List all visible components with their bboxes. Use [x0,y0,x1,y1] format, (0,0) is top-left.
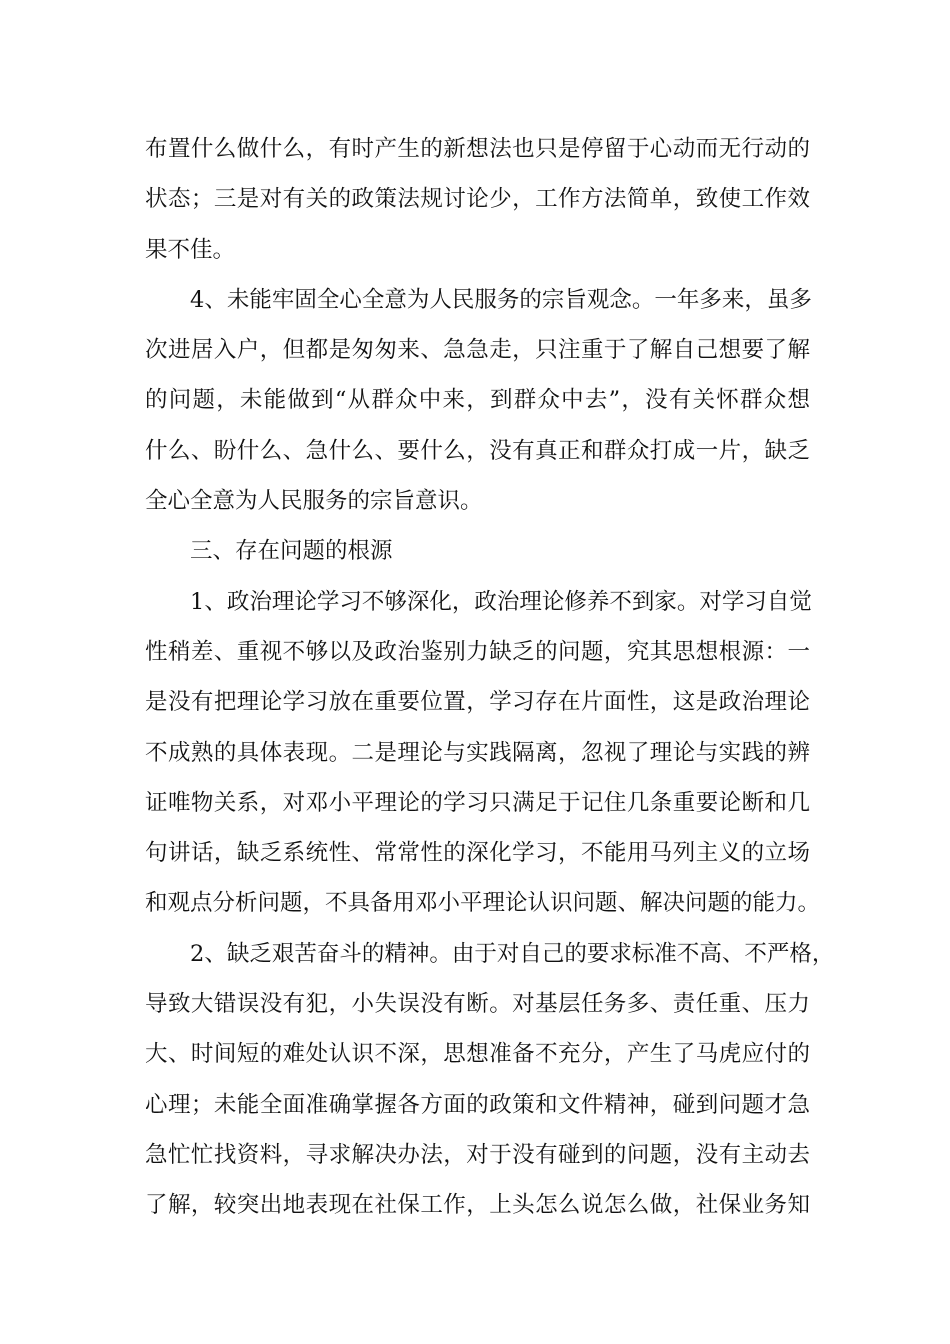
text-line: 急忙忙找资料，寻求解决办法，对于没有碰到的问题，没有主动去 [145,1141,810,1168]
text-line: 证唯物关系，对邓小平理论的学习只满足于记住几条重要论断和几 [145,789,810,816]
text-line: 什么、盼什么、急什么、要什么，没有真正和群众打成一片，缺乏 [145,437,810,464]
section-heading-text: 三、存在问题的根源 [190,538,393,565]
text-line: 的问题，未能做到“从群众中来，到群众中去”，没有关怀群众想 [145,387,810,414]
section-heading [145,526,810,576]
paragraph-item-2 [145,929,835,1231]
paragraph-continuation [145,124,810,275]
text-line: 次进居入户，但都是匆匆来、急急走，只注重于了解自己想要了解 [145,337,810,364]
text-line: 句讲话，缺乏系统性、常常性的深化学习，不能用马列主义的立场 [145,840,810,867]
text-line: 性稍差、重视不够以及政治鉴别力缺乏的问题，究其思想根源：一 [145,638,810,665]
text-line: 心理；未能全面准确掌握各方面的政策和文件精神，碰到问题才急 [145,1091,810,1118]
text-line: 4、未能牢固全心全意为人民服务的宗旨观念。一年多来，虽多 [190,286,812,313]
text-line: 了解，较突出地表现在社保工作，上头怎么说怎么做，社保业务知 [145,1192,810,1219]
text-line: 大、时间短的难处认识不深，思想准备不充分，产生了马虎应付的 [145,1041,810,1068]
text-line: 全心全意为人民服务的宗旨意识。 [145,488,483,515]
text-line: 1、政治理论学习不够深化，政治理论修养不到家。对学习自觉 [190,588,812,615]
text-line: 和观点分析问题，不具备用邓小平理论认识问题、解决问题的能力。 [145,890,821,917]
paragraph-item-4 [145,275,810,526]
text-line: 导致大错误没有犯，小失误没有断。对基层任务多、责任重、压力 [145,991,810,1018]
text-line: 是没有把理论学习放在重要位置，学习存在片面性，这是政治理论 [145,689,810,716]
text-line: 状态；三是对有关的政策法规讨论少，工作方法简单，致使工作效 [145,186,810,213]
text-line: 果不佳。 [145,236,236,263]
text-line: 2、缺乏艰苦奋斗的精神。由于对自己的要求标准不高、不严格， [190,940,835,967]
text-line: 布置什么做什么，有时产生的新想法也只是停留于心动而无行动的 [145,136,810,162]
document-body [145,124,835,1231]
text-line: 不成熟的具体表现。二是理论与实践隔离，忽视了理论与实践的辨 [145,739,810,766]
paragraph-item-1 [145,577,821,929]
